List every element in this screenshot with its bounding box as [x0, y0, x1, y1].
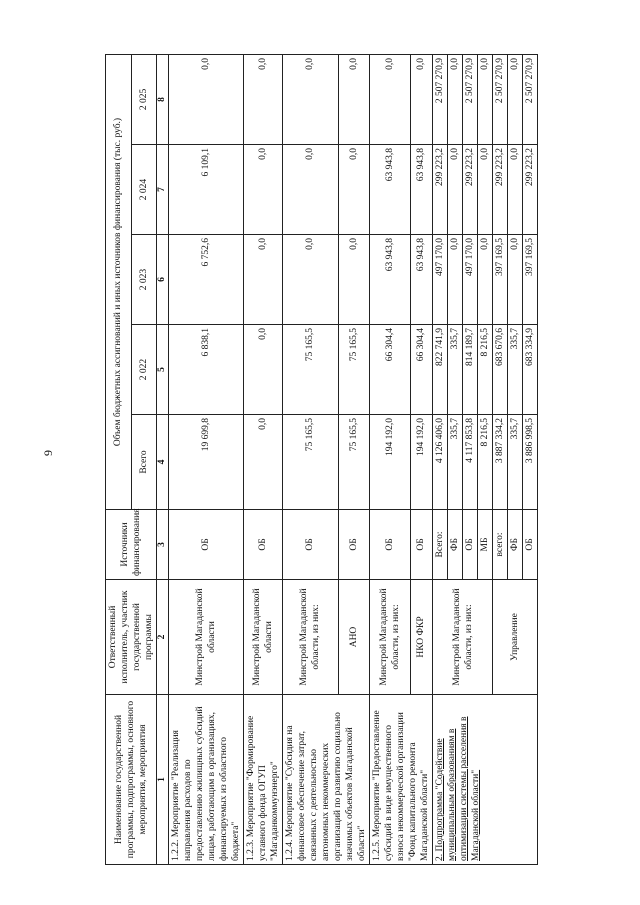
row-2022: 683 670,6 — [493, 325, 508, 415]
rotated-budget-table — [105, 55, 605, 865]
row-name: 1.2.3. Мероприятие "Формирование уставного фонда ОГУП "Магаданкоммунэнерго" — [244, 695, 283, 865]
row-total: 75 165,5 — [338, 415, 369, 510]
row-2023: 6 752,6 — [169, 235, 244, 325]
table-row — [169, 54, 244, 864]
row-2022: 683 334,9 — [523, 325, 538, 415]
row-total: 8 216,5 — [478, 415, 493, 510]
row-sub-executor: АНО — [338, 580, 369, 695]
row-source: ОБ — [244, 510, 283, 580]
table-row — [370, 54, 411, 864]
row-source: МБ — [478, 510, 493, 580]
header-funding-group: Объем бюджетных ассигнований и иных источников финансирования (тыс. руб.) — [106, 54, 132, 509]
row-2024: 63 943,8 — [410, 145, 433, 235]
row-2022: 822 741,9 — [433, 325, 448, 415]
row-executor: Минстрой Магаданской области, из них: — [433, 580, 493, 695]
row-2022: 335,7 — [448, 325, 463, 415]
row-2025: 0,0 — [410, 54, 433, 144]
page-number: 9 — [41, 450, 55, 456]
row-2025: 0,0 — [244, 54, 283, 144]
row-2024: 0,0 — [508, 145, 523, 235]
row-2025: 2 507 270,9 — [433, 54, 448, 144]
row-2023: 0,0 — [338, 235, 369, 325]
row-2023: 397 169,5 — [493, 235, 508, 325]
row-name: 1.2.5. Мероприятие "Предоставление субсидий в виде имущественного взноса некоммерческой организации "Фонд капитального ремонта Магаданской области" — [370, 695, 433, 865]
row-2023: 63 943,8 — [410, 235, 433, 325]
row-2025: 2 507 270,9 — [523, 54, 538, 144]
row-2023: 0,0 — [448, 235, 463, 325]
row-2025: 0,0 — [478, 54, 493, 144]
row-2025: 2 507 270,9 — [493, 54, 508, 144]
row-2024: 0,0 — [448, 145, 463, 235]
budget-table — [105, 54, 538, 865]
row-total: 194 192,0 — [410, 415, 433, 510]
col-index: 7 — [157, 145, 169, 235]
row-2022: 75 165,5 — [283, 325, 339, 415]
row-source: ОБ — [169, 510, 244, 580]
col-index: 8 — [157, 54, 169, 144]
row-source: всего: — [493, 510, 508, 580]
header-total: Всего — [131, 415, 157, 510]
row-2023: 63 943,8 — [370, 235, 411, 325]
row-source: ФБ — [448, 510, 463, 580]
row-sub-executor: Управление — [493, 580, 538, 695]
col-index: 6 — [157, 235, 169, 325]
row-name — [433, 695, 538, 865]
row-total: 194 192,0 — [370, 415, 411, 510]
row-source: Всего: — [433, 510, 448, 580]
row-2025: 0,0 — [283, 54, 339, 144]
row-sub-executor: НКО ФКР — [410, 580, 433, 695]
row-source: ОБ — [410, 510, 433, 580]
row-2022: 8 216,5 — [478, 325, 493, 415]
row-2022: 814 189,7 — [463, 325, 478, 415]
row-2024: 6 109,1 — [169, 145, 244, 235]
row-2022: 75 165,5 — [338, 325, 369, 415]
row-2024: 63 943,8 — [370, 145, 411, 235]
row-total: 4 126 406,0 — [433, 415, 448, 510]
header-2022: 2 022 — [131, 325, 157, 415]
row-executor: Минстрой Магаданской области, из них: — [370, 580, 411, 695]
row-total: 4 117 853,8 — [463, 415, 478, 510]
row-total: 3 887 334,2 — [493, 415, 508, 510]
row-total: 335,7 — [448, 415, 463, 510]
row-executor: Минстрой Магаданской области, из них: — [283, 580, 339, 695]
row-executor: Минстрой Магаданской области — [169, 580, 244, 695]
row-source: ОБ — [370, 510, 411, 580]
row-2025: 0,0 — [448, 54, 463, 144]
header-source: Источники финансирования — [106, 510, 157, 580]
row-source: ОБ — [463, 510, 478, 580]
row-2024: 0,0 — [244, 145, 283, 235]
row-name: 1.2.2. Мероприятие "Реализация направления расходов по предоставлению жилищных субсидий лицам, работающим в организациях, финансируемых из областного бюджета" — [169, 695, 244, 865]
row-source: ФБ — [508, 510, 523, 580]
row-2024: 299 223,2 — [523, 145, 538, 235]
row-executor: Минстрой Магаданской области — [244, 580, 283, 695]
row-2022: 66 304,4 — [410, 325, 433, 415]
header-executor: Ответственный исполнитель, участник государственной программы — [106, 580, 157, 695]
row-total: 335,7 — [508, 415, 523, 510]
row-2024: 0,0 — [283, 145, 339, 235]
col-index: 2 — [157, 580, 169, 695]
column-index-row — [157, 54, 169, 864]
row-2024: 0,0 — [478, 145, 493, 235]
row-2024: 299 223,2 — [493, 145, 508, 235]
row-2022: 335,7 — [508, 325, 523, 415]
row-2023: 497 170,0 — [433, 235, 448, 325]
row-2025: 0,0 — [338, 54, 369, 144]
row-2023: 0,0 — [283, 235, 339, 325]
row-source: ОБ — [338, 510, 369, 580]
col-index: 3 — [157, 510, 169, 580]
col-index: 5 — [157, 325, 169, 415]
row-2025: 2 507 270,9 — [463, 54, 478, 144]
row-2023: 0,0 — [244, 235, 283, 325]
table-row — [433, 54, 448, 864]
row-2024: 299 223,2 — [463, 145, 478, 235]
row-total: 0,0 — [244, 415, 283, 510]
row-2023: 0,0 — [478, 235, 493, 325]
row-2023: 397 169,5 — [523, 235, 538, 325]
table-row — [244, 54, 283, 864]
row-2025: 0,0 — [370, 54, 411, 144]
col-index: 1 — [157, 695, 169, 865]
row-2023: 0,0 — [508, 235, 523, 325]
row-source: ОБ — [523, 510, 538, 580]
subprogram-title: 2. Подпрограмма "Содействие муниципальным образованиям в оптимизации системы расселения в Магаданской области" — [435, 716, 481, 861]
header-2023: 2 023 — [131, 235, 157, 325]
row-2025: 0,0 — [169, 54, 244, 144]
row-2022: 6 838,1 — [169, 325, 244, 415]
row-2023: 497 170,0 — [463, 235, 478, 325]
header-2024: 2 024 — [131, 145, 157, 235]
row-total: 3 886 998,5 — [523, 415, 538, 510]
table-row — [283, 54, 339, 864]
row-2025: 0,0 — [508, 54, 523, 144]
row-2022: 0,0 — [244, 325, 283, 415]
row-source: ОБ — [283, 510, 339, 580]
row-total: 75 165,5 — [283, 415, 339, 510]
row-2024: 299 223,2 — [433, 145, 448, 235]
header-2025: 2 025 — [131, 54, 157, 144]
row-2024: 0,0 — [338, 145, 369, 235]
row-2022: 66 304,4 — [370, 325, 411, 415]
row-total: 19 699,8 — [169, 415, 244, 510]
row-name: 1.2.4. Мероприятие "Субсидия на финансовое обеспечение затрат, связанных с деятельностью автономных некоммерческих организаций по развитию социально значимых объектов Магаданской области" — [283, 695, 370, 865]
header-name: Наименование государственной программы, подпрограммы, основного мероприятия, мероприятия — [106, 695, 157, 865]
col-index: 4 — [157, 415, 169, 510]
